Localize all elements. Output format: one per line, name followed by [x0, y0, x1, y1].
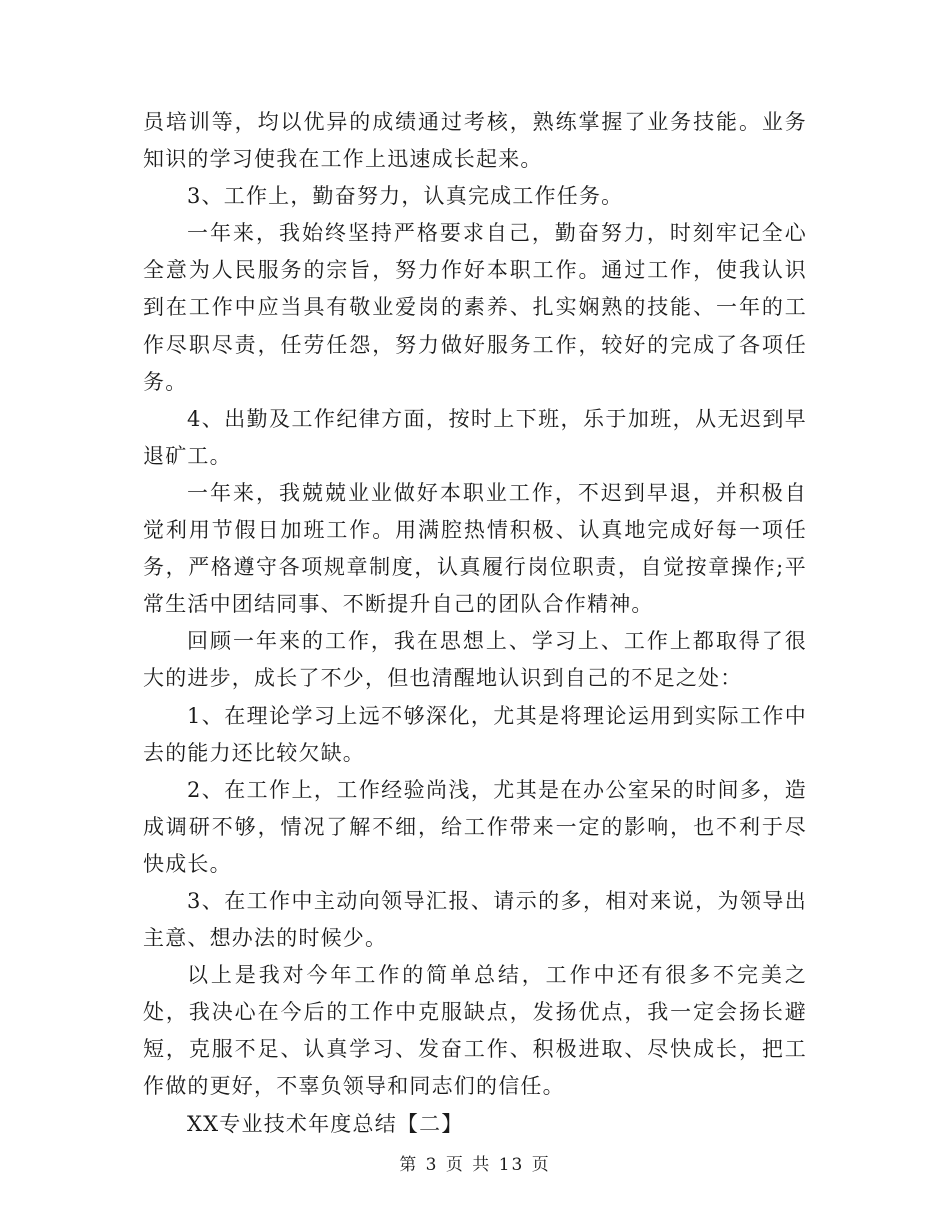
paragraph-shortcoming-2: 2、在工作上，工作经验尚浅，尤其是在办公室呆的时间多，造成调研不够，情况了解不细，给工作带来一定的影响，也不利于尽快成长。 [143, 777, 807, 876]
paragraph-point-3-heading: 3、工作上，勤奋努力，认真完成工作任务。 [187, 184, 624, 209]
section-heading: XX专业技术年度总结【二】 [187, 1111, 464, 1136]
paragraph-shortcoming-1: 1、在理论学习上远不够深化，尤其是将理论运用到实际工作中去的能力还比较欠缺。 [143, 703, 807, 765]
paragraph-review: 回顾一年来的工作，我在思想上、学习上、工作上都取得了很大的进步，成长了不少，但也清醒地认识到自己的不足之处： [143, 629, 807, 691]
paragraph-point-4-heading: 4、出勤及工作纪律方面，按时上下班，乐于加班，从无迟到早退矿工。 [143, 406, 807, 468]
page-number-footer: 第 3 页 共 13 页 [399, 1155, 551, 1175]
paragraph-point-3-body: 一年来，我始终坚持严格要求自己，勤奋努力，时刻牢记全心全意为人民服务的宗旨，努力作好本职工作。通过工作，使我认识到在工作中应当具有敬业爱岗的素养、扎实娴熟的技能、一年的工作尽职尽责，任劳任怨，努力做好服务工作，较好的完成了各项任务。 [143, 221, 807, 394]
paragraph-point-4-body: 一年来，我兢兢业业做好本职业工作，不迟到早退，并积极自觉利用节假日加班工作。用满腔热情积极、认真地完成好每一项任务，严格遵守各项规章制度，认真履行岗位职责，自觉按章操作;平常生活中团结同事、不断提升自己的团队合作精神。 [143, 480, 807, 617]
paragraph-shortcoming-3: 3、在工作中主动向领导汇报、请示的多，相对来说，为领导出主意、想办法的时候少。 [143, 888, 807, 951]
document-body [143, 104, 807, 1143]
paragraph-conclusion: 以上是我对今年工作的简单总结，工作中还有很多不完美之处，我决心在今后的工作中克服缺点，发扬优点，我一定会扬长避短，克服不足、认真学习、发奋工作、积极进取、尽快成长，把工作做的更好，不辜负领导和同志们的信任。 [143, 963, 807, 1099]
paragraph-continuation: 员培训等，均以优异的成绩通过考核，熟练掌握了业务技能。业务知识的学习使我在工作上迅速成长起来。 [143, 110, 807, 172]
